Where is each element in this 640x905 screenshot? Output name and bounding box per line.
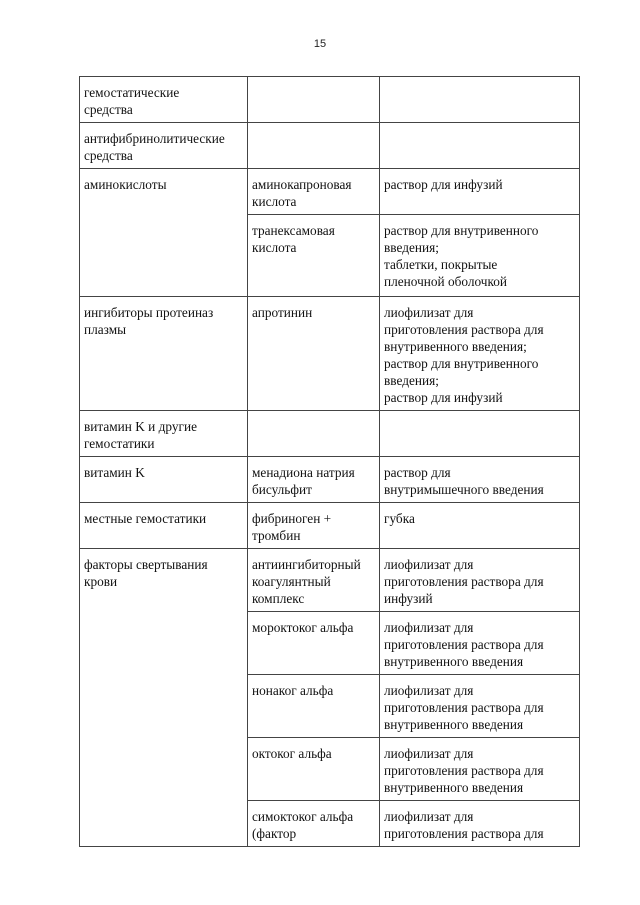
substance-cell: нонаког альфа — [248, 675, 380, 738]
form-cell — [380, 123, 580, 169]
form-cell: губка — [380, 503, 580, 549]
substance-cell: антиингибиторный коагулянтный комплекс — [248, 549, 380, 612]
table-row — [80, 123, 580, 169]
form-cell: лиофилизат для приготовления раствора для внутривенного введения — [380, 738, 580, 801]
substance-cell: транексамовая кислота — [248, 215, 380, 297]
substance-cell — [248, 123, 380, 169]
form-cell — [380, 77, 580, 123]
group-cell: местные гемостатики — [80, 503, 248, 549]
drug-table — [79, 76, 580, 847]
substance-cell: симоктоког альфа (фактор — [248, 801, 380, 847]
form-cell — [380, 411, 580, 457]
form-cell: раствор для внутривенного введения; таблетки, покрытые пленочной оболочкой — [380, 215, 580, 297]
group-cell: витамин K и другие гемостатики — [80, 411, 248, 457]
group-cell: аминокислоты — [80, 169, 248, 297]
form-cell: лиофилизат для приготовления раствора для инфузий — [380, 549, 580, 612]
table-row — [80, 297, 580, 411]
group-cell: витамин K — [80, 457, 248, 503]
table-row — [80, 503, 580, 549]
form-cell: раствор для внутримышечного введения — [380, 457, 580, 503]
page-number: 15 — [313, 38, 327, 50]
substance-cell: мороктоког альфа — [248, 612, 380, 675]
table-row — [80, 169, 580, 215]
form-cell: лиофилизат для приготовления раствора для внутривенного введения; раствор для внутривенного введения; раствор для инфузий — [380, 297, 580, 411]
substance-cell: апротинин — [248, 297, 380, 411]
substance-cell: менадиона натрия бисульфит — [248, 457, 380, 503]
substance-cell: аминокапроновая кислота — [248, 169, 380, 215]
table-row — [80, 549, 580, 612]
table-row — [80, 411, 580, 457]
substance-cell — [248, 77, 380, 123]
substance-cell: фибриноген + тромбин — [248, 503, 380, 549]
group-cell: факторы свертывания крови — [80, 549, 248, 847]
form-cell: лиофилизат для приготовления раствора для внутривенного введения — [380, 612, 580, 675]
group-cell: гемостатические средства — [80, 77, 248, 123]
group-cell: антифибринолитические средства — [80, 123, 248, 169]
substance-cell: октоког альфа — [248, 738, 380, 801]
table-row — [80, 457, 580, 503]
form-cell: лиофилизат для приготовления раствора для — [380, 801, 580, 847]
form-cell: лиофилизат для приготовления раствора для внутривенного введения — [380, 675, 580, 738]
form-cell: раствор для инфузий — [380, 169, 580, 215]
group-cell: ингибиторы протеиназ плазмы — [80, 297, 248, 411]
table-row — [80, 77, 580, 123]
substance-cell — [248, 411, 380, 457]
